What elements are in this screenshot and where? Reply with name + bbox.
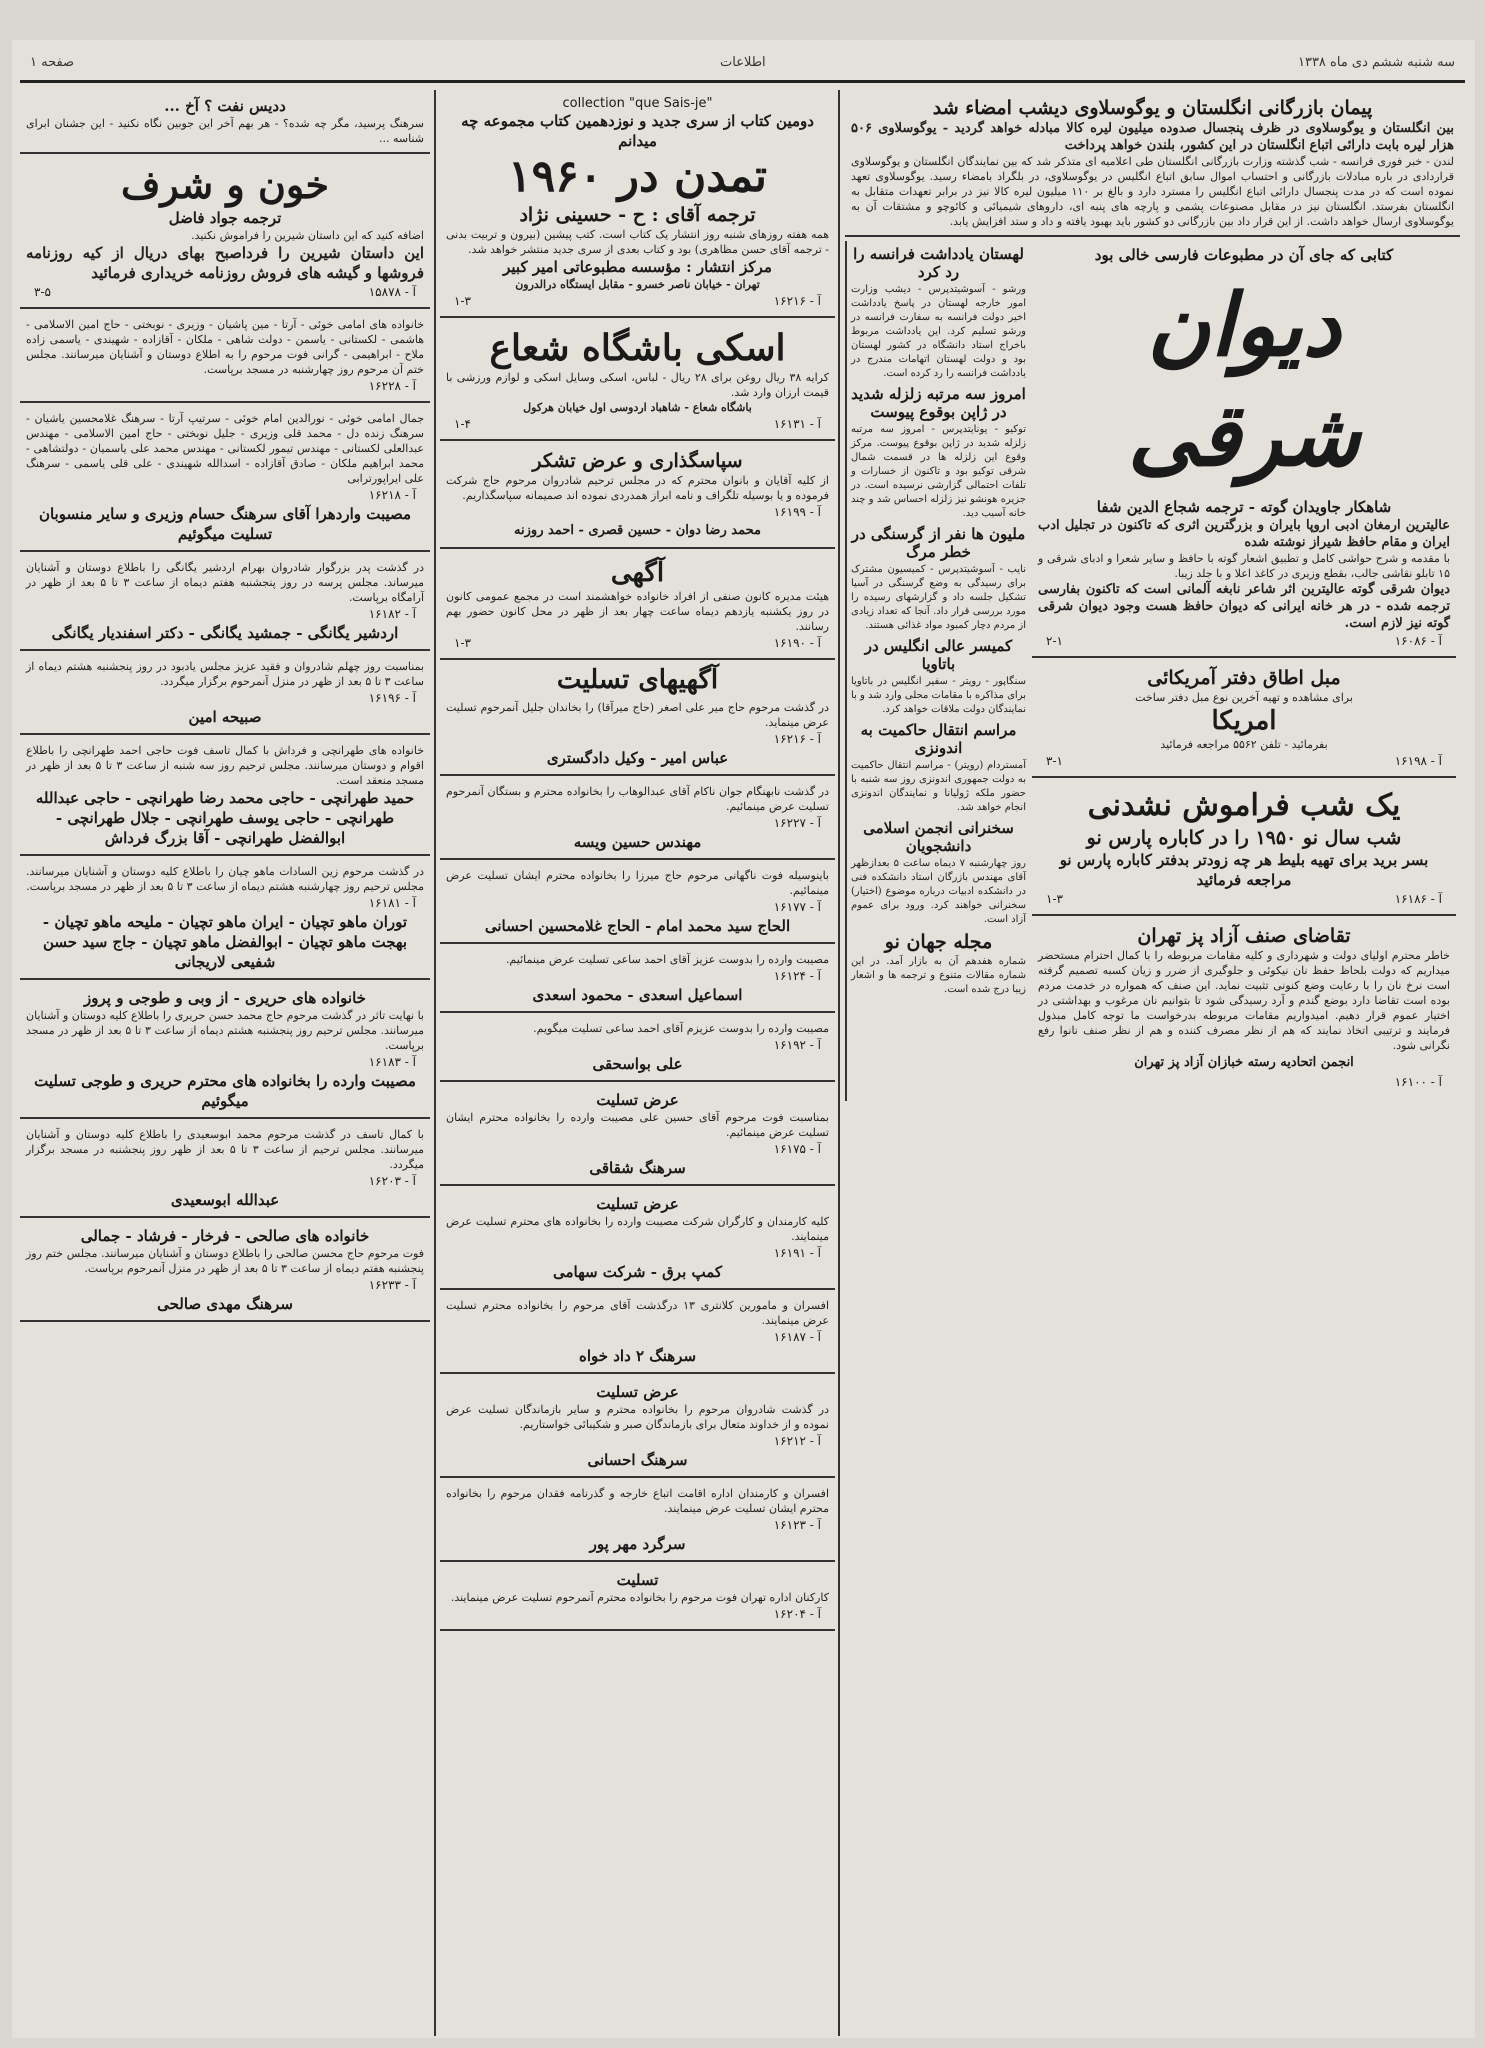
notice-ref-code: آ - ۱۶۲۲۸ [368, 379, 416, 393]
notice-ref-code: آ - ۱۶۱۸۳ [368, 1055, 416, 1069]
notice-title: آگهی [610, 558, 665, 588]
condolence-body: در گذشت نابهنگام جوان ناکام آقای عبدالوهاب را بخانواده محترم و بستگان آنمرحوم تسلیت عرض مینمائیم. [446, 785, 829, 813]
condolence-sign: مهندس حسین ویسه [573, 833, 702, 851]
bakers-request [1032, 920, 1456, 1097]
condolence-sign: کمپ برق - شرکت سهامی [552, 1263, 723, 1281]
condolence-ref-code: آ - ۱۶۱۹۱ [773, 1246, 821, 1260]
treaty-body: لندن - خبر فوری فرانسه - شب گذشته وزارت بازرگانی انگلستان طی اعلامیه ای متذکر شد که بین نمایندگان انگلستان و یوگوسلاوی قراردادی در باره مبادلات بازرگانی و احتساب اموال سابق اتباع انگلیس در یوگوسلاوی، در بلگراد بامضاء رسید. یوگوسلاوی تعهد نموده است که در مدت پنجسال دارائی اتباع انگلیس را مسترد دارد و بالغ بر ۱۱۰ میلیون لیره کالا نیز در برابر تعهدات متقابل به انگلستان بفرستد. انگلستان نیز در مقابل مصنوعات پشمی و پارچه های پنبه ای، داروهای شیمیائی و کائوچو و مشتقات آن به یوگوسلاوی ارسال خواهد داشت. از این قرار داد بین بازرگانی دو کشور باید بهبود یافته و داد و ستد افزایش یابد. [851, 155, 1454, 228]
news-sidebar [845, 241, 1026, 1101]
condolence-ref [446, 1328, 829, 1346]
notice-sign: صبیحه امین [188, 708, 262, 726]
book-title: تمدن در ۱۹۶۰ [507, 151, 768, 202]
condolence-ref [446, 1036, 829, 1054]
notice-ref-code: آ - ۱۶۱۸۲ [368, 607, 416, 621]
ski-title: اسکی باشگاه شعاع [489, 327, 786, 369]
column-right [845, 92, 1460, 1101]
notice-item [20, 860, 430, 980]
condolence-ref-code: آ - ۱۶۱۲۳ [773, 1518, 821, 1532]
condolence-ref-code: آ - ۱۶۱۷۵ [773, 1142, 821, 1156]
ski-ref-code: آ - ۱۶۱۳۱ [773, 417, 821, 431]
divan-author: شاهکار جاویدان گوته - ترجمه شجاع الدین شفا [1096, 498, 1392, 516]
story-ref-code: آ - ۱۵۸۷۸ [368, 285, 416, 299]
condolence-item [440, 780, 835, 860]
condolence-sign: اسماعیل اسعدی - محمود اسعدی [532, 986, 743, 1004]
condolence-sign: عباس امیر - وکیل دادگستری [546, 749, 729, 767]
night-ref-code: آ - ۱۶۱۸۶ [1394, 892, 1442, 906]
condolence-ref [446, 967, 829, 985]
condolence-ref-code: آ - ۱۶۲۱۶ [773, 732, 821, 746]
condolence-body: در گذشت مرحوم حاج میر علی اصغر (حاج میرآقا) را بخاندان جلیل آنمرحوم تسلیت عرض مینماید. [446, 701, 829, 729]
notice-sign: مصیبت وارده را بخانواده های محترم حریری و طوجی تسلیت میگوئیم [34, 1072, 416, 1110]
condolence-body: کارکنان اداره تهران فوت مرحوم را بخانواده محترم آنمرحوم تسلیت عرض مینمایند. [450, 1591, 829, 1604]
treaty-article [845, 92, 1460, 237]
notice-item [20, 1222, 430, 1322]
story-ref-run: ۳-۵ [34, 285, 51, 299]
notice-body: هیئت مدیره کانون صنفی از افراد خانواده خواهشمند است در مجمع عمومی کانون در روز یکشنبه یازدهم دیماه ساعت چهار بعد از ظهر در محل کانون حضور بهم رسانند. [446, 590, 829, 633]
notice-ref-code: آ - ۱۶۲۱۸ [368, 488, 416, 502]
condolence-ref-code: آ - ۱۶۱۲۴ [773, 969, 821, 983]
notice-sign: سرهنگ مهدی صالحی [157, 1295, 293, 1313]
left-notices-list [20, 313, 430, 1322]
notice-title: خانواده های حریری - از وبی و طوجی و پروز [84, 989, 366, 1007]
condolence-body: بمناسبت فوت مرحوم آقای حسین علی مصیبت وارده را بخانواده محترم ایشان تسلیت عرض مینمائیم. [446, 1111, 829, 1139]
notice-body: جمال امامی خوئی - نورالدین امام خوئی - سرتیپ آرتا - سرهنگ غلامحسین یاشیان - سرهنگ زنده دل - محمد قلی وزیری - جلیل نوبختی - حاج امین الاسلامی - مهندس عبدالعلی لکستانی - مهندس تیمور لکستانی - مهندس محمد علی یاسمیان - دولتشاهی - محمد ابراهیم ملکان - صادق آقازاده - اسدالله شهیندی - علی قلی یاسمی - سرهنگ علی ایراپورترابی [26, 412, 424, 485]
notice-item [20, 984, 430, 1119]
notice-body: خانواده های طهرانچی و فرداش با کمال تاسف فوت حاجی احمد طهرانچی را باطلاع اقوام و دوستان میرسانند. مجلس ترحیم روز سه شنبه از ساعت ۳ تا ۵ بعد از ظهر در مسجد منعقد است. [26, 744, 424, 787]
thanks-title: سپاسگذاری و عرض تشکر [532, 450, 743, 472]
book-ref-run: ۱-۳ [454, 294, 471, 308]
notice-ref [26, 1276, 424, 1294]
condolence-ref [446, 730, 829, 748]
notice-body: در گذشت پدر بزرگوار شادروان بهرام اردشیر یگانگی را باطلاع دوستان و آشنایان میرساند. مجلس پرسه در روز پنجشنبه هفتم دیماه از ساعت ۳ تا ۵ بعد از ظهر در آرامگاه برپاست. [26, 561, 424, 604]
furniture-title: مبل اطاق دفتر آمریکائی [1147, 667, 1341, 689]
story-title: خون و شرف [120, 162, 330, 207]
divan-closing: دیوان شرقی گوته عالیترین اثر شاعر نابغه آلمانی است که تاکنون بفارسی ترجمه شده - در هر خانه ایرانی که دیوان حافظ هست وجود دیوان شرقی گوته نیز لازم است. [1038, 582, 1450, 631]
col1-split [845, 241, 1460, 1101]
notice-item [20, 655, 430, 735]
notice-item [20, 313, 430, 403]
notice-ref-code: آ - ۱۶۲۳۳ [368, 1278, 416, 1292]
book-translator: ترجمه آقای : ح - حسینی نژاد [519, 204, 756, 226]
book-body: همه هفته روزهای شنبه روز انتشار یک کتاب است. کتب پیشین (بیرون و تربیت بدنی - ترجمه آقای حسن مظاهری) بود و کتاب بعدی از سری جدید منتشر خواهد شد. [446, 228, 829, 256]
condolence-sign: علی بواسحقی [592, 1055, 683, 1073]
thanks-ref-code: آ - ۱۶۱۹۹ [773, 505, 821, 519]
notice-ref-code: آ - ۱۶۱۹۶ [368, 691, 416, 705]
condolence-item [440, 1190, 835, 1290]
condolence-ref-code: آ - ۱۶۱۸۷ [773, 1330, 821, 1344]
ski-ref [446, 415, 829, 433]
condolence-sign: سرگرد مهر پور [589, 1535, 686, 1553]
ceremony-body: آمستردام (رویتر) - مراسم انتقال حاکمیت به دولت جمهوری اندونزی روز سه شنبه با حضور ملکه ژولیانا و نمایندگان اندونزی انجام خواهد شد. [851, 760, 1026, 813]
poem-block [20, 92, 430, 154]
condolence-ref [446, 1432, 829, 1450]
thanks-ad [440, 445, 835, 549]
notice-item [20, 1123, 430, 1218]
book-collection: collection "que Sais-je" [562, 96, 713, 111]
night-ref [1038, 890, 1450, 908]
condolence-body: افسران و مامورین کلانتری ۱۳ درگذشت آقای مرحوم را بخانواده محترم تسلیت عرض مینمایند. [446, 1299, 830, 1327]
divan-desc: با مقدمه و شرح حواشی کامل و تطبیق اشعار گوته با حافظ و سایر شعرا و ادبای شرقی و ۱۵ تابلو نقاشی جالب، بقطع وزیری در کاغذ اعلا و با جلد زیبا. [1038, 552, 1450, 580]
notice-ref [26, 1172, 424, 1190]
notice-body: فوت مرحوم حاج محسن صالحی را باطلاع دوستان و آشنایان میرسانند. مجلس ختم روز پنجشنبه هفتم دیماه از ساعت ۳ تا ۵ بعد از ظهر در منزل آنمرحوم برپاست. [26, 1247, 424, 1275]
notice-body: با کمال تاسف در گذشت مرحوم محمد ابوسعیدی را باطلاع کلیه دوستان و آشنایان میرسانند. مجلس ترحیم از ساعت ۳ تا ۵ بعد از ظهر روز پنجشنبه در مسجد برگزار میگردد. [26, 1128, 424, 1171]
night-ref-run: ۱-۳ [1046, 892, 1063, 906]
speech-title: سخنرانی انجمن اسلامی دانشجویان [863, 819, 1014, 855]
divan-title: دیوان شرقی [1127, 275, 1361, 486]
furniture-ref [1038, 752, 1450, 770]
condolence-ref-code: آ - ۱۶۲۲۷ [773, 816, 821, 830]
treaty-subhead: بین انگلستان و یوگوسلاوی در ظرف پنجسال صدوده میلیون لیره کالا مبادله خواهد گردید - یوگوسلاوی ۵۰۶ هزار لیره بابت دارائی اتباع انگلستان در این کشور، بلندن خواهد پرداخت [851, 121, 1454, 153]
request-body: خاطر محترم اولیای دولت و شهرداری و کلیه مقامات مربوطه را با کمال احترام مستحضر میداریم که دولت بلحاظ حفظ نان نیکوئی و جلوگیری از ضرر و زیان کسبه تصمیم گرفته است نرخ نان را با رعایت وضع کنونی تثبیت نماید. این صنف که همواره در خدمت مردم بوده است تقاضا دارد بوضع گندم و آرد رسیدگی شود تا بتوانیم نان مرغوب و بهداشتی در اختیار عموم قرار دهیم. امیدواریم مقامات مربوطه بدرخواست ما توجه کامل مبذول فرمایند و ترتیبی اتخاذ نمایند که هم از نظر مصرف کننده و هم از نظر صنف نانوا رفع نگرانی شود. [1038, 949, 1450, 1052]
furniture-address: بفرمائید - تلفن ۵۵۶۲ مراجعه فرمائید [1160, 738, 1328, 751]
condolence-item [440, 1378, 835, 1478]
night-ad [1032, 782, 1456, 916]
divan-ref-run: ۲-۱ [1046, 634, 1063, 648]
book-ref-code: آ - ۱۶۲۱۶ [773, 294, 821, 308]
condolence-ref [446, 1244, 829, 1262]
condolence-ref [446, 898, 829, 916]
condolence-title: تسلیت [616, 1571, 659, 1589]
notice-ref-code: آ - ۱۶۲۰۳ [368, 1174, 416, 1188]
ski-address: باشگاه شعاع - شاهباد اردوسی اول خیابان هرکول [523, 401, 752, 414]
notice-ref [26, 689, 424, 707]
quake-body: توکیو - یونایتدپرس - امروز سه مرتبه زلزله شدید در ژاپن بوقوع پیوست. مرکز وقوع این زلزله ها در قسمت شمال شرقی توکیو بود و تاکنون از خسارات و تلفات احتمالی گزارشی نرسیده است. در جزیره هونشو نیز زلزله احساس شد و چند خانه آسیب دید. [851, 424, 1026, 519]
gb-body: سنگاپور - رویتر - سفیر انگلیس در باتاویا برای مذاکره با مقامات محلی وارد شد و با نمایندگان دولت ملاقات خواهد کرد. [851, 676, 1026, 715]
condolence-ref-code: آ - ۱۶۱۹۲ [773, 1038, 821, 1052]
notice-sign: حمید طهرانچی - حاجی محمد رضا طهرانچی - حاجی عبدالله طهرانچی - حاجی یوسف طهرانچی - جلال طهرانچی - ابوالفضل طهرانچی - آقا بزرگ فرداش [35, 789, 415, 847]
condolence-ref [446, 1140, 829, 1158]
furniture-brand: امریکا [1211, 706, 1277, 736]
condolence-sign: الحاج سید محمد امام - الحاج غلامحسین احسانی [484, 917, 791, 935]
thanks-signers: محمد رضا دوان - حسین قصری - احمد روزنه [514, 523, 761, 538]
magazine-body: شماره هفدهم آن به بازار آمد. در این شماره مقالات متنوع و ترجمه ها و اشعار زیبا درج شده است. [851, 956, 1026, 995]
ski-ad [440, 322, 835, 441]
column-left [20, 92, 430, 1326]
column-middle [440, 92, 835, 1635]
ski-body: کرایه ۳۸ ریال روغن برای ۲۸ ریال - لباس، اسکی وسایل اسکی و لوازم ورزشی با قیمت ارزان وارد شد. [446, 371, 829, 399]
condolence-sign: سرهنگ ۲ داد خواه [578, 1347, 697, 1365]
condolence-sign: سرهنگ احسانی [587, 1451, 688, 1469]
divan-ref-code: آ - ۱۶۰۸۶ [1394, 634, 1442, 648]
condolence-item [440, 1017, 835, 1082]
condolence-sign: سرهنگ شقاقی [589, 1159, 686, 1177]
divan-desc-bold: عالیترین ارمغان ادبی اروپا بایران و بزرگترین اثری که تاکنون در تجلیل ادب ایران و مقام حافظ شیراز نوشته شده [1038, 518, 1450, 550]
condolence-body: باینوسیله فوت ناگهانی مرحوم حاج میرزا را بخانواده محترم ایشان تسلیت عرض مینمائیم. [446, 869, 829, 897]
notice-body: بمناسبت روز چهلم شادروان و فقید عزیز مجلس یادبود در روز پنجشنبه هشتم دیماه از ساعت ۳ تا ۵ بعد از ظهر در منزل آنمرحوم برگزار میگردد. [26, 660, 424, 688]
notice-ref [26, 377, 424, 395]
notice-body: خانواده های امامی خوئی - آرتا - مین پاشیان - وزیری - نوبختی - حاج امین الاسلامی - هاشمی - لکستانی - یاسمن - دولت شاهی - ملکان - آقازاده - شهیندی - یاسمی زاده ملاح - ابراهیمی - گرانی فوت مرحوم را به اطلاع دوستان و آشنایان میرسانند. مجلس ختم آن مرحوم روز چهارشنبه در مسجد برپاست. [26, 318, 424, 376]
furniture-ref-run: ۳-۱ [1046, 754, 1063, 768]
notice-ref [446, 634, 829, 652]
story-ref [26, 283, 424, 301]
poland-body: ورشو - آسوشیتدپرس - دیشب وزارت امور خارجه لهستان در پاسخ یادداشت اخیر دولت فرانسه به سفارت فرانسه در ورشو تسلیم کرد. این یادداشت مربوط باخراج استاد دانشگاه در کشور لهستان بود و دولت لهستان اتهامات مندرج در یادداشت فرانسه را رد کرده است. [851, 284, 1026, 379]
condolence-title: عرض تسلیت [596, 1091, 679, 1109]
story-ad [20, 158, 430, 309]
book-series: دومین کتاب از سری جدید و نوزدهمین کتاب مجموعه چه میدانم [461, 112, 814, 150]
magazine-title: مجله جهان نو [884, 931, 993, 953]
aid-body: نایب - آسوشیتدپرس - کمیسیون مشترک برای رسیدگی به وضع گرسنگی در آسیا تشکیل جلسه داد و گزارشهای رسیده را مورد بررسی قرار داد. آنجا که تعداد زیادی از مردم دچار کمبود مواد غذائی هستند. [851, 564, 1026, 631]
condolence-item [440, 696, 835, 776]
request-title: تقاضای صنف آزاد پز تهران [1137, 925, 1351, 947]
gb-title: کمیسر عالی انگلیس در باتاویا [864, 637, 1013, 673]
condolences-heading: آگهیهای تسلیت [556, 665, 719, 695]
notice-sign: مصیبت واردهرا آقای سرهنگ حسام وزیری و سایر منسوبان تسلیت میگوئیم [38, 505, 412, 543]
poem-body: سرهنگ پرسید، مگر چه شده؟ - هر بهم آخر این جوبین نگاه نکنید - این جشنان ابرای شناسه ... [26, 117, 424, 145]
column-rule-left [434, 90, 436, 2036]
notice-body: در گذشت مرحوم زین السادات ماهو چیان را باطلاع کلیه دوستان و آشنایان میرسانند. مجلس ترحیم روز چهارشنبه هشتم دیماه از ساعت ۳ تا ۵ بعد از ظهر در مسجد برپاست. [26, 865, 424, 893]
condolence-item [440, 864, 835, 944]
thanks-ref [446, 503, 829, 521]
masthead [30, 55, 1455, 77]
condolences-list [440, 696, 835, 1631]
treaty-headline: پیمان بازرگانی انگلستان و یوگوسلاوی دیشب امضاء شد [932, 97, 1373, 119]
masthead-page-number: صفحه ۱ [30, 55, 75, 70]
notice-ad [440, 553, 835, 660]
speech-body: روز چهارشنبه ۷ دیماه ساعت ۵ بعدازظهر آقای مهندس بازرگان استاد دانشکده فنی در دانشکده ادبیات درباره موضوع (اختیار) سخنرانی خواهند کرد. ورود برای عموم آزاد است. [851, 858, 1026, 925]
condolence-body: کلیه کارمندان و کارگران شرکت مصیبت وارده را بخانواده های محترم تسلیت عرض مینمایند. [446, 1215, 829, 1243]
masthead-date: سه شنبه ششم دی ماه ۱۳۳۸ [1297, 55, 1455, 70]
notice-ref-code: آ - ۱۶۱۸۱ [368, 896, 416, 910]
notice-ref-code: آ - ۱۶۱۹۰ [773, 636, 821, 650]
condolence-ref [446, 1605, 829, 1623]
thanks-body: از کلیه آقایان و بانوان محترم که در مجلس ترحیم شادروان مرحوم حاج شرکت فرموده و یا بوسیله تلگراف و نامه ابراز همدردی نموده اند صمیمانه سپاسگذاریم. [446, 474, 829, 502]
request-ref [1038, 1073, 1450, 1091]
condolence-body: افسران و کارمندان اداره اقامت اتباع خارجه و گذرنامه فقدان مرحوم را بخانواده محترم ایشان تسلیت عرض مینمایند. [446, 1487, 829, 1515]
condolence-body: مصیبت وارده را بدوست عزیز آقای احمد ساعی تسلیت عرض مینمائیم. [505, 953, 829, 966]
condolence-item [440, 948, 835, 1013]
masthead-rule [20, 80, 1465, 83]
request-ref-code: آ - ۱۶۱۰۰ [1394, 1075, 1442, 1089]
notice-sign: عبدالله ابوسعیدی [170, 1191, 280, 1209]
condolence-body: مصیبت وارده را بدوست عزیزم آقای احمد ساعی تسلیت میگویم. [533, 1022, 829, 1035]
night-line2: بسر برید برای تهیه بلیط هر چه زودتر بدفتر کاباره پارس نو مراجعه فرمائید [1059, 851, 1429, 889]
story-bold: این داستان شیرین را فرداصبح بهای دریال از کیه روزنامه فروشها و گیشه های فروش روزنامه خریداری فرمائید [26, 244, 424, 282]
condolence-title: عرض تسلیت [596, 1195, 679, 1213]
notice-title: خانواده های صالحی - فرخار - فرشاد - جمالی [80, 1227, 370, 1245]
divan-ref [1038, 632, 1450, 650]
condolence-title: عرض تسلیت [596, 1383, 679, 1401]
notice-ref [26, 894, 424, 912]
condolence-body: در گذشت شادروان مرحوم را بخانواده محترم و سایر بازماندگان تسلیت عرض نموده و از خداوند متعال برای بازماندگان صبر و شکیبائی خواستاریم. [446, 1403, 829, 1431]
notice-item [20, 556, 430, 651]
request-sign: انجمن اتحادیه رسته خبازان آزاد پز تهران [1134, 1055, 1354, 1070]
col1-main [1026, 241, 1460, 1101]
night-title: یک شب فراموش نشدنی [1087, 788, 1401, 823]
condolence-ref-code: آ - ۱۶۲۱۲ [773, 1434, 821, 1448]
notice-item [20, 739, 430, 856]
condolence-ref-code: آ - ۱۶۱۷۷ [773, 900, 821, 914]
column-rule-right [838, 90, 840, 2036]
condolence-ref [446, 1516, 829, 1534]
aid-title: ملیون ها نفر از گرسنگی در خطر مرگ [851, 525, 1026, 561]
divan-intro: کتابی که جای آن در مطبوعات فارسی خالی بود [1094, 246, 1394, 264]
condolence-item [440, 1566, 835, 1631]
poem-head: ددیس نفت ؟ آخ ... [164, 97, 286, 115]
furniture-body: برای مشاهده و تهیه آخرین نوع مبل دفتر ساخت [1135, 691, 1353, 704]
notice-sign: اردشیر یگانگی - جمشید یگانگی - دکتر اسفندیار یگانگی [51, 624, 399, 642]
notice-item [20, 407, 430, 552]
night-line1: شب سال نو ۱۹۵۰ را در کاباره پارس نو [1086, 827, 1402, 849]
furniture-ref-code: آ - ۱۶۱۹۸ [1394, 754, 1442, 768]
ceremony-title: مراسم انتقال حاکمیت به اندونزی [860, 721, 1017, 757]
quake-title: امروز سه مرتبه زلزله شدید در ژاپن بوقوع پیوست [851, 385, 1026, 421]
notice-ref [26, 605, 424, 623]
notice-ref [26, 486, 424, 504]
masthead-paper-name: اطلاعات [720, 55, 766, 70]
notice-body: با نهایت تاثر در گذشت مرحوم حاج محمد حسن حریری را باطلاع کلیه دوستان و آشنایان میرسانند. مجلس ترحیم روز پنجشنبه هشتم دیماه از ساعت ۳ تا ۵ بعد از ظهر در مسجد برپاست. [26, 1009, 424, 1052]
condolence-ref-code: آ - ۱۶۲۰۴ [773, 1607, 821, 1621]
notice-ref-run: ۱-۳ [454, 636, 471, 650]
condolence-item [440, 1482, 835, 1562]
condolence-ref [446, 814, 829, 832]
divan-ad [1032, 241, 1456, 658]
book-publisher: مرکز انتشار : مؤسسه مطبوعاتی امیر کبیر [503, 258, 772, 276]
story-intro: اضافه کنید که این داستان شیرین را فراموش نکنید. [191, 229, 424, 242]
book-ad [440, 92, 835, 318]
book-address: تهران - خیابان ناصر خسرو - مقابل ایستگاه درالدرون [515, 278, 760, 291]
ski-ref-run: ۱-۴ [454, 417, 471, 431]
book-ref [446, 292, 829, 310]
notice-ref [26, 1053, 424, 1071]
notice-sign: توران ماهو تچیان - ایران ماهو تچیان - ملیحه ماهو تچیان - بهجت ماهو تچیان - ابوالفضل ماهو تچیان - جاج سید حسن شفیعی لاریجانی [42, 913, 408, 971]
furniture-ad [1032, 662, 1456, 778]
story-translator: ترجمه جواد فاضل [168, 209, 282, 227]
condolence-item [440, 1086, 835, 1186]
poland-title: لهستان یادداشت فرانسه را رد کرد [853, 245, 1024, 281]
condolence-item [440, 1294, 835, 1374]
